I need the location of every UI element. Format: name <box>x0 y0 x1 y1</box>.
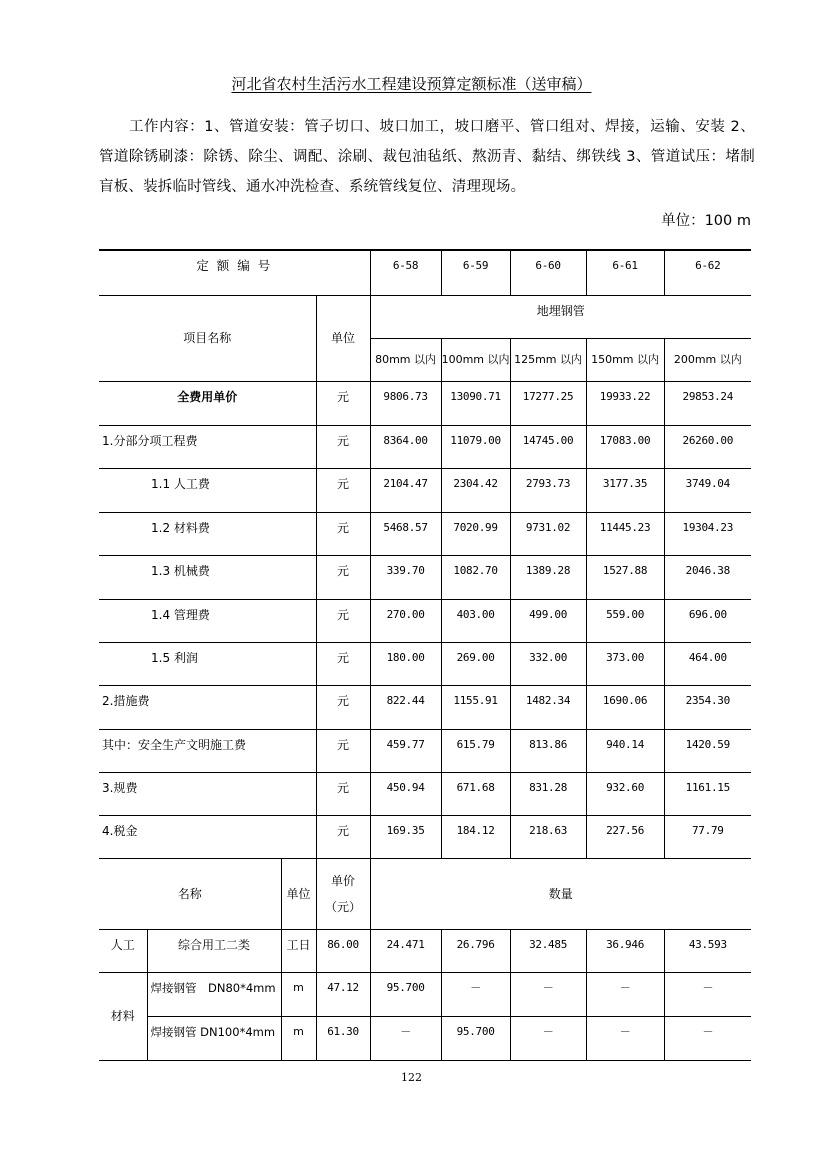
cost-value: 7020.99 <box>441 512 510 555</box>
spec-header: 125mm 以内 <box>510 338 586 381</box>
cost-row <box>99 599 751 642</box>
cost-row-unit: 元 <box>316 642 370 685</box>
cost-value: 26260.00 <box>664 425 751 468</box>
resource-name-header: 名称 <box>99 858 281 929</box>
quota-number: 6-59 <box>441 250 510 295</box>
cost-row <box>99 815 751 858</box>
resource-quantity: 95.700 <box>370 972 441 1016</box>
cost-value: 11445.23 <box>586 512 664 555</box>
spec-header: 100mm 以内 <box>441 338 510 381</box>
cost-value: 1155.91 <box>441 685 510 729</box>
cost-value: 77.79 <box>664 815 751 858</box>
cost-value: 19304.23 <box>664 512 751 555</box>
cost-value: 2104.47 <box>370 468 441 512</box>
cost-row-name: 4.税金 <box>99 815 316 858</box>
cost-row <box>99 555 751 599</box>
page-number: 122 <box>401 1071 422 1084</box>
price-label-line2: （元） <box>325 899 362 914</box>
resource-quantity: － <box>586 1016 664 1060</box>
cost-row-total <box>99 381 751 425</box>
cost-value: 813.86 <box>510 729 586 772</box>
resource-price: 61.30 <box>316 1016 370 1060</box>
resource-quantity: 32.485 <box>510 929 586 972</box>
cost-value: 3749.04 <box>664 468 751 512</box>
resource-unit-header: 单位 <box>281 858 316 929</box>
resource-category: 人工 <box>99 929 147 972</box>
cost-row-name: 1.3 机械费 <box>99 555 316 599</box>
cost-value: 831.28 <box>510 772 586 815</box>
cost-row-unit: 元 <box>316 468 370 512</box>
cost-value: 17277.25 <box>510 381 586 425</box>
cost-value: 8364.00 <box>370 425 441 468</box>
cost-value: 2354.30 <box>664 685 751 729</box>
cost-value: 1690.06 <box>586 685 664 729</box>
cost-value: 2304.42 <box>441 468 510 512</box>
cost-value: 270.00 <box>370 599 441 642</box>
header-row-group <box>99 295 751 338</box>
resource-quantity: － <box>510 972 586 1016</box>
cost-value: 373.00 <box>586 642 664 685</box>
cost-row <box>99 642 751 685</box>
cost-value: 932.60 <box>586 772 664 815</box>
cost-row <box>99 772 751 815</box>
spec-header: 150mm 以内 <box>586 338 664 381</box>
cost-value: 450.94 <box>370 772 441 815</box>
resource-quantity: － <box>370 1016 441 1060</box>
cost-value: 180.00 <box>370 642 441 685</box>
cost-row <box>99 512 751 555</box>
price-label-line1: 单价 <box>331 873 356 888</box>
cost-row-unit: 元 <box>316 685 370 729</box>
cost-row-name: 1.分部分项工程费 <box>99 425 316 468</box>
cost-row-name: 1.1 人工费 <box>99 468 316 512</box>
work-content-paragraph: 工作内容：1、管道安装：管子切口、坡口加工，坡口磨平、管口组对、焊接，运输、安装 2、管道除锈刷漆：除锈、除尘、调配、涂刷、裁包油毡纸、熬沥青、黏结、绑铁线 3、管道试压：堵制盲板、装拆临时管线、通水冲洗检查、系统管线复位、清理现场。 <box>99 119 755 195</box>
resource-quantity: － <box>586 972 664 1016</box>
cost-value: 269.00 <box>441 642 510 685</box>
resource-header-row <box>99 858 751 929</box>
resource-quantity: － <box>510 1016 586 1060</box>
cost-value: 3177.35 <box>586 468 664 512</box>
resource-quantity: － <box>664 972 751 1016</box>
quota-number-row <box>99 250 751 295</box>
cost-value: 615.79 <box>441 729 510 772</box>
cost-value: 2793.73 <box>510 468 586 512</box>
cost-row-unit: 元 <box>316 425 370 468</box>
resource-unit: m <box>281 972 316 1016</box>
cost-row-name: 3.规费 <box>99 772 316 815</box>
cost-value: 29853.24 <box>664 381 751 425</box>
cost-value: 696.00 <box>664 599 751 642</box>
cost-value: 403.00 <box>441 599 510 642</box>
cost-value: 1482.34 <box>510 685 586 729</box>
cost-value: 822.44 <box>370 685 441 729</box>
quota-number: 6-60 <box>510 250 586 295</box>
item-name-header: 项目名称 <box>99 295 316 381</box>
cost-value: 671.68 <box>441 772 510 815</box>
resource-row-material <box>99 1016 751 1060</box>
cost-value: 940.14 <box>586 729 664 772</box>
group-header: 地埋钢管 <box>370 295 751 338</box>
cost-row <box>99 729 751 772</box>
resource-quantity: 43.593 <box>664 929 751 972</box>
resource-quantity: 95.700 <box>441 1016 510 1060</box>
cost-row-name: 1.5 利润 <box>99 642 316 685</box>
cost-value: 11079.00 <box>441 425 510 468</box>
resource-name: 焊接钢管 DN100*4mm <box>147 1016 281 1060</box>
cost-value: 339.70 <box>370 555 441 599</box>
cost-row-name: 其中：安全生产文明施工费 <box>99 729 316 772</box>
quota-number: 6-58 <box>370 250 441 295</box>
cost-row-name: 2.措施费 <box>99 685 316 729</box>
cost-value: 1420.59 <box>664 729 751 772</box>
document-title <box>0 73 823 94</box>
unit-note: 单位：100 m <box>661 213 751 229</box>
resource-quantity: － <box>441 972 510 1016</box>
cost-value: 169.35 <box>370 815 441 858</box>
cost-row <box>99 468 751 512</box>
spec-header: 80mm 以内 <box>370 338 441 381</box>
cost-row-unit: 元 <box>316 815 370 858</box>
cost-value: 9731.02 <box>510 512 586 555</box>
resource-quantity: 24.471 <box>370 929 441 972</box>
cost-row-unit: 元 <box>316 599 370 642</box>
cost-value: 1389.28 <box>510 555 586 599</box>
document-title-text: 河北省农村生活污水工程建设预算定额标准（送审稿） <box>231 75 592 93</box>
spec-header: 200mm 以内 <box>664 338 751 381</box>
quota-number: 6-61 <box>586 250 664 295</box>
resource-unit: m <box>281 1016 316 1060</box>
cost-value: 9806.73 <box>370 381 441 425</box>
cost-value: 559.00 <box>586 599 664 642</box>
quota-number: 6-62 <box>664 250 751 295</box>
cost-value: 332.00 <box>510 642 586 685</box>
cost-value: 1082.70 <box>441 555 510 599</box>
cost-row-unit: 元 <box>316 772 370 815</box>
resource-category: 材料 <box>99 972 147 1060</box>
quota-table <box>99 249 751 1061</box>
cost-value: 5468.57 <box>370 512 441 555</box>
resource-quantity: － <box>664 1016 751 1060</box>
resource-price: 47.12 <box>316 972 370 1016</box>
resource-row-material <box>99 972 751 1016</box>
cost-row <box>99 425 751 468</box>
resource-quantity: 36.946 <box>586 929 664 972</box>
cost-value: 184.12 <box>441 815 510 858</box>
cost-value: 17083.00 <box>586 425 664 468</box>
cost-row <box>99 685 751 729</box>
resource-price-header <box>316 858 370 929</box>
cost-value: 13090.71 <box>441 381 510 425</box>
cost-value: 459.77 <box>370 729 441 772</box>
cost-row-unit: 元 <box>316 512 370 555</box>
cost-row-name: 全费用单价 <box>99 381 316 425</box>
cost-value: 2046.38 <box>664 555 751 599</box>
cost-row-unit: 元 <box>316 555 370 599</box>
cost-value: 464.00 <box>664 642 751 685</box>
cost-row-name: 1.4 管理费 <box>99 599 316 642</box>
quantity-header: 数量 <box>370 858 751 929</box>
cost-value: 227.56 <box>586 815 664 858</box>
cost-value: 1527.88 <box>586 555 664 599</box>
cost-row-name: 1.2 材料费 <box>99 512 316 555</box>
cost-value: 499.00 <box>510 599 586 642</box>
unit-header: 单位 <box>316 295 370 381</box>
cost-row-unit: 元 <box>316 729 370 772</box>
cost-value: 14745.00 <box>510 425 586 468</box>
cost-row-unit: 元 <box>316 381 370 425</box>
cost-value: 19933.22 <box>586 381 664 425</box>
resource-name: 综合用工二类 <box>147 929 281 972</box>
cost-value: 1161.15 <box>664 772 751 815</box>
resource-name: 焊接钢管 DN80*4mm <box>147 972 281 1016</box>
resource-row-labor <box>99 929 751 972</box>
resource-price: 86.00 <box>316 929 370 972</box>
cost-value: 218.63 <box>510 815 586 858</box>
resource-unit: 工日 <box>281 929 316 972</box>
quota-number-label: 定 额 编 号 <box>99 250 370 295</box>
resource-quantity: 26.796 <box>441 929 510 972</box>
